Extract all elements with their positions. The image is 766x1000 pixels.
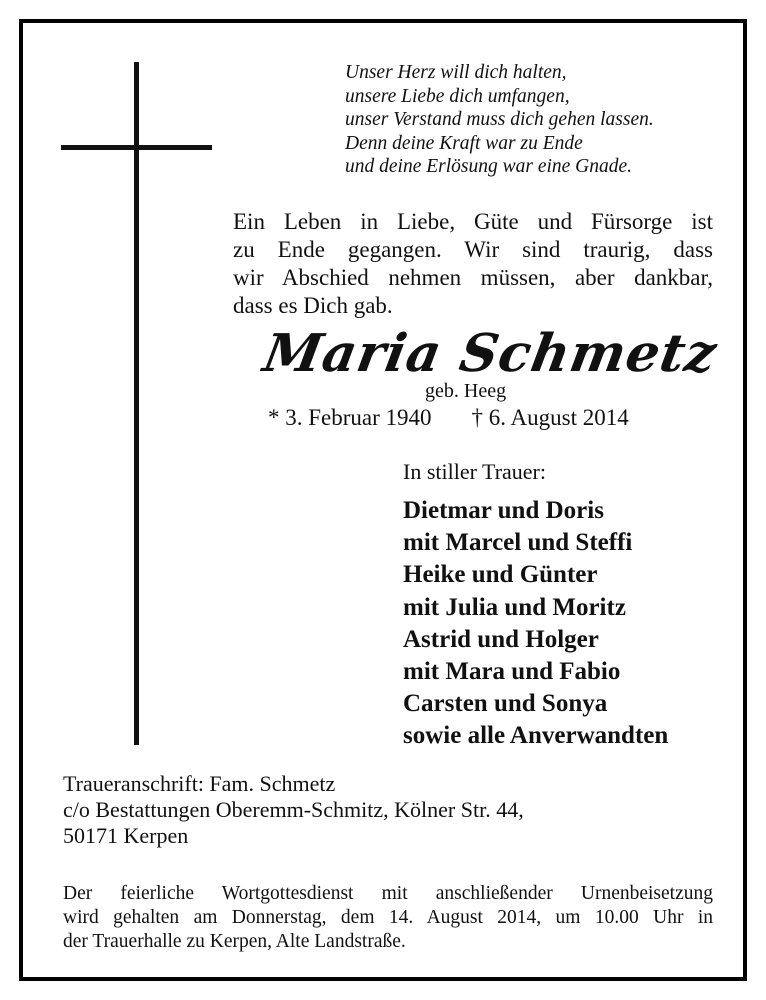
cross-vertical-bar: [134, 62, 139, 745]
poem-line: unsere Liebe dich umfangen,: [345, 85, 570, 107]
service-line: Der feierliche Wortgottesdienst mit anschließender Urnenbeisetzung: [63, 883, 713, 904]
address-line: Traueranschrift: Fam. Schmetz: [63, 771, 336, 796]
family-list: [403, 495, 668, 753]
obituary-frame: [19, 19, 747, 981]
family-member: sowie alle Anverwandten: [403, 722, 669, 750]
intro-line: zu Ende gegangen. Wir sind traurig, dass: [233, 237, 713, 262]
mourning-address: [63, 771, 524, 849]
born-name: geb. Heeg: [425, 380, 507, 402]
poem-line: Denn deine Kraft war zu Ende: [345, 132, 583, 154]
service-line: der Trauerhalle zu Kerpen, Alte Landstraße.: [63, 931, 406, 952]
family-member: Dietmar und Doris: [403, 497, 604, 524]
life-dates: [268, 405, 629, 431]
birth-date: * 3. Februar 1940: [268, 405, 432, 430]
service-info: [63, 882, 713, 954]
poem-line: und deine Erlösung war eine Gnade.: [345, 156, 633, 177]
service-line: wird gehalten am Donnerstag, dem 14. August 2014, um 10.00 Uhr in: [63, 907, 713, 928]
family-member: Heike und Günter: [403, 561, 598, 589]
family-member: mit Mara und Fabio: [403, 658, 621, 686]
intro-line: Ein Leben in Liebe, Güte und Fürsorge ist: [233, 209, 713, 234]
poem-line: unser Verstand muss dich gehen lassen.: [345, 109, 654, 130]
mourning-label: In stiller Trauer:: [403, 459, 546, 484]
death-date: † 6. August 2014: [471, 405, 629, 430]
family-member: mit Marcel und Steffi: [403, 529, 633, 557]
cross-horizontal-bar: [61, 145, 212, 150]
intro-line: dass es Dich gab.: [233, 293, 393, 318]
intro-text: [233, 208, 713, 320]
address-line: c/o Bestattungen Oberemm-Schmitz, Kölner Str. 44,: [63, 797, 524, 822]
poem: [345, 61, 654, 179]
deceased-name: Maria Schmetz: [259, 323, 722, 384]
intro-line: wir Abschied nehmen müssen, aber dankbar,: [233, 265, 713, 290]
family-member: mit Julia und Moritz: [403, 593, 626, 621]
family-member: Carsten und Sonya: [403, 690, 608, 718]
address-line: 50171 Kerpen: [63, 823, 189, 848]
family-member: Astrid und Holger: [403, 625, 599, 653]
poem-line: Unser Herz will dich halten,: [345, 62, 567, 83]
